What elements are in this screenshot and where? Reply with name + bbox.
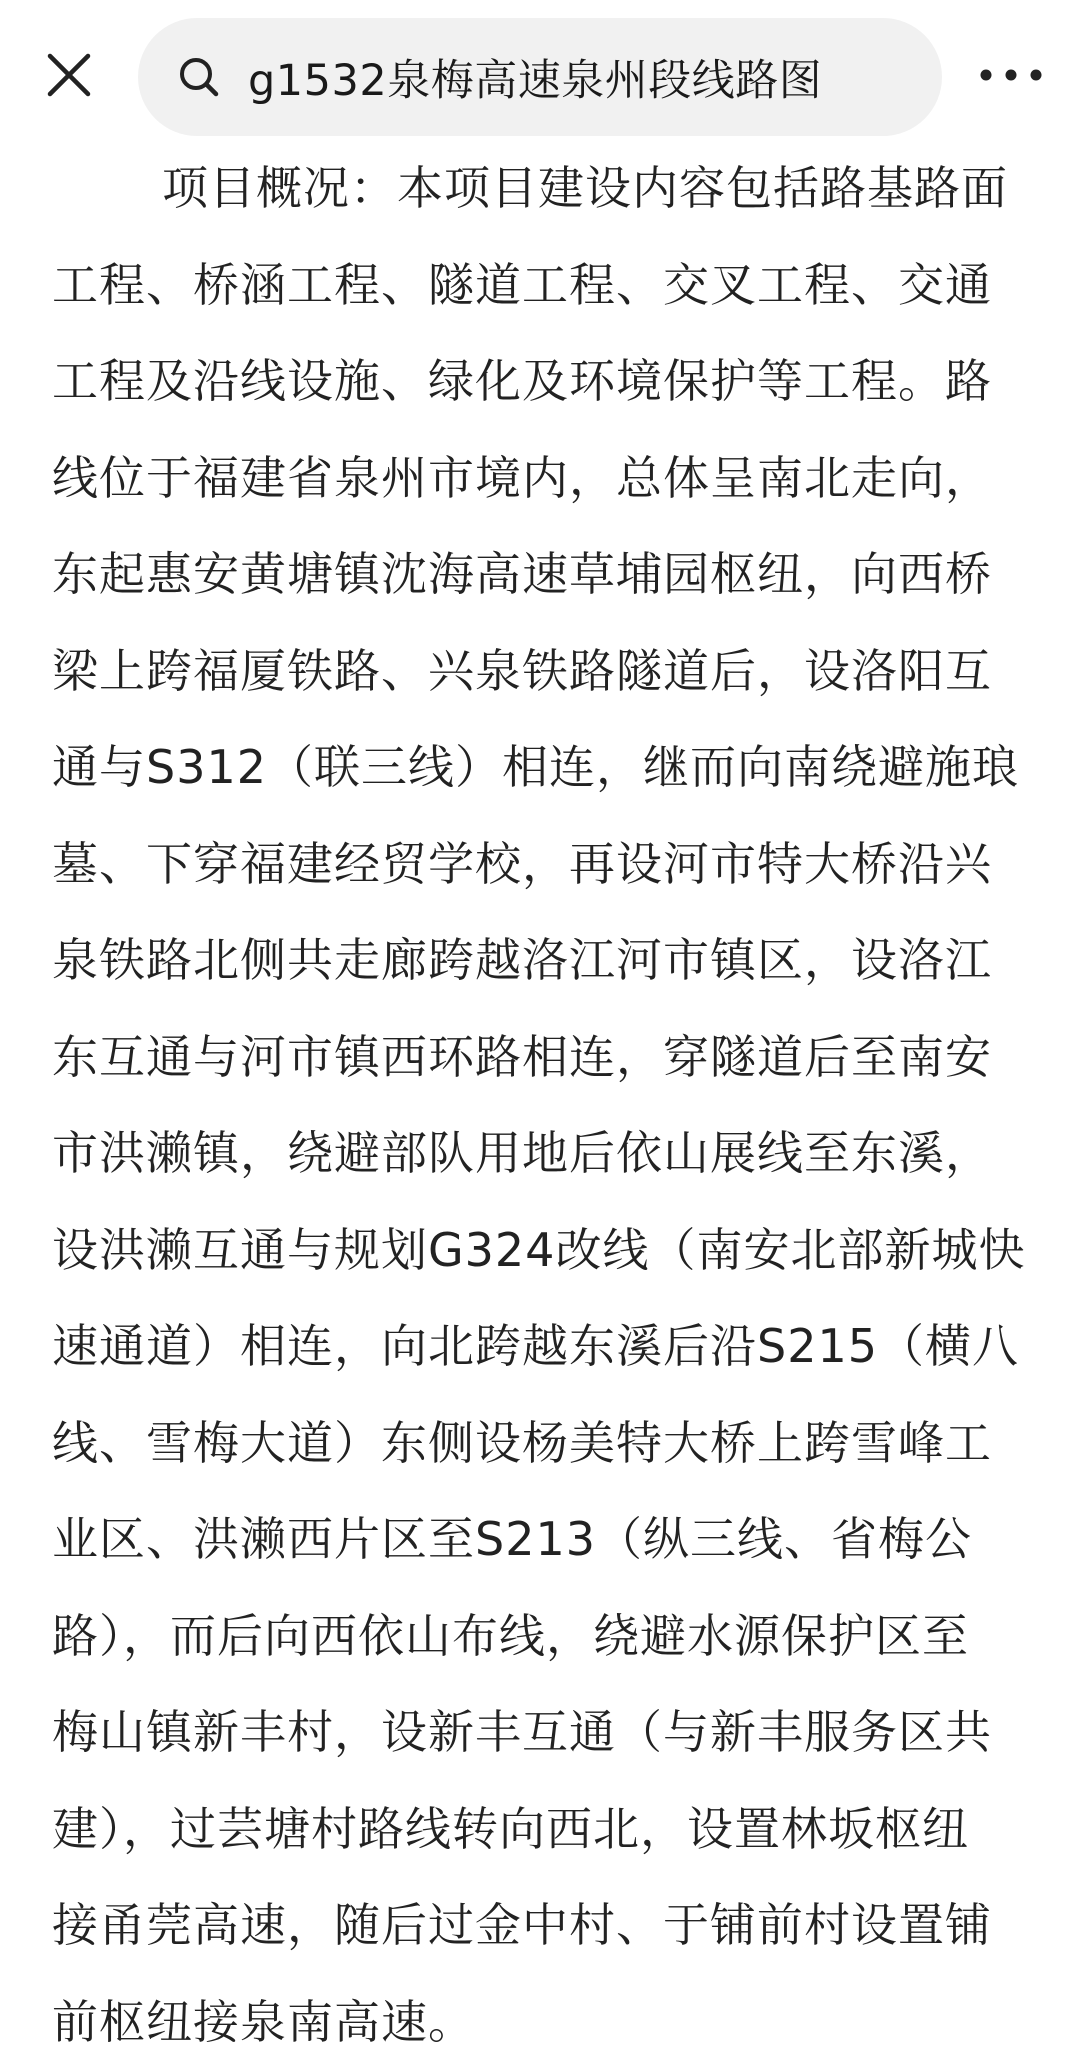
article-line: 建），过芸塘村路线转向西北，设置林坂枢纽 <box>52 1781 1042 1878</box>
article-body <box>52 140 1042 2070</box>
article-line: 墓、下穿福建经贸学校，再设河市特大桥沿兴 <box>52 816 1042 913</box>
search-bar[interactable] <box>138 18 942 136</box>
article-line: 线位于福建省泉州市境内，总体呈南北走向， <box>52 430 1042 527</box>
more-options-button[interactable] <box>966 42 1056 108</box>
article-line: 东互通与河市镇西环路相连，穿隧道后至南安 <box>52 1009 1042 1106</box>
article-line: 前枢纽接泉南高速。 <box>52 1974 1042 2070</box>
article-line: 市洪濑镇，绕避部队用地后依山展线至东溪， <box>52 1105 1042 1202</box>
article-line: 东起惠安黄塘镇沈海高速草埔园枢纽，向西桥 <box>52 526 1042 623</box>
article-line: 梁上跨福厦铁路、兴泉铁路隧道后，设洛阳互 <box>52 623 1042 720</box>
article-line: 泉铁路北侧共走廊跨越洛江河市镇区，设洛江 <box>52 912 1042 1009</box>
article-line: 工程及沿线设施、绿化及环境保护等工程。路 <box>52 333 1042 430</box>
more-horizontal-icon <box>978 67 1044 83</box>
article-line: 路），而后向西依山布线，绕避水源保护区至 <box>52 1588 1042 1685</box>
close-icon <box>46 52 92 98</box>
close-button[interactable] <box>36 42 102 108</box>
article-line: 接甬莞高速，随后过金中村、于铺前村设置铺 <box>52 1877 1042 1974</box>
top-bar <box>0 0 1080 152</box>
article-line: 设洪濑互通与规划G324改线（南安北部新城快 <box>52 1202 1042 1299</box>
article-line: 通与S312（联三线）相连，继而向南绕避施琅 <box>52 719 1042 816</box>
article-line: 线、雪梅大道）东侧设杨美特大桥上跨雪峰工 <box>52 1395 1042 1492</box>
article-line: 项目概况：本项目建设内容包括路基路面 <box>52 140 1042 237</box>
search-icon <box>174 52 224 102</box>
article-line: 工程、桥涵工程、隧道工程、交叉工程、交通 <box>52 237 1042 334</box>
article-line: 速通道）相连，向北跨越东溪后沿S215（横八 <box>52 1298 1042 1395</box>
article-line: 业区、洪濑西片区至S213（纵三线、省梅公 <box>52 1491 1042 1588</box>
search-query-text[interactable]: g1532泉梅高速泉州段线路图 <box>248 47 822 108</box>
article-line: 梅山镇新丰村，设新丰互通（与新丰服务区共 <box>52 1684 1042 1781</box>
